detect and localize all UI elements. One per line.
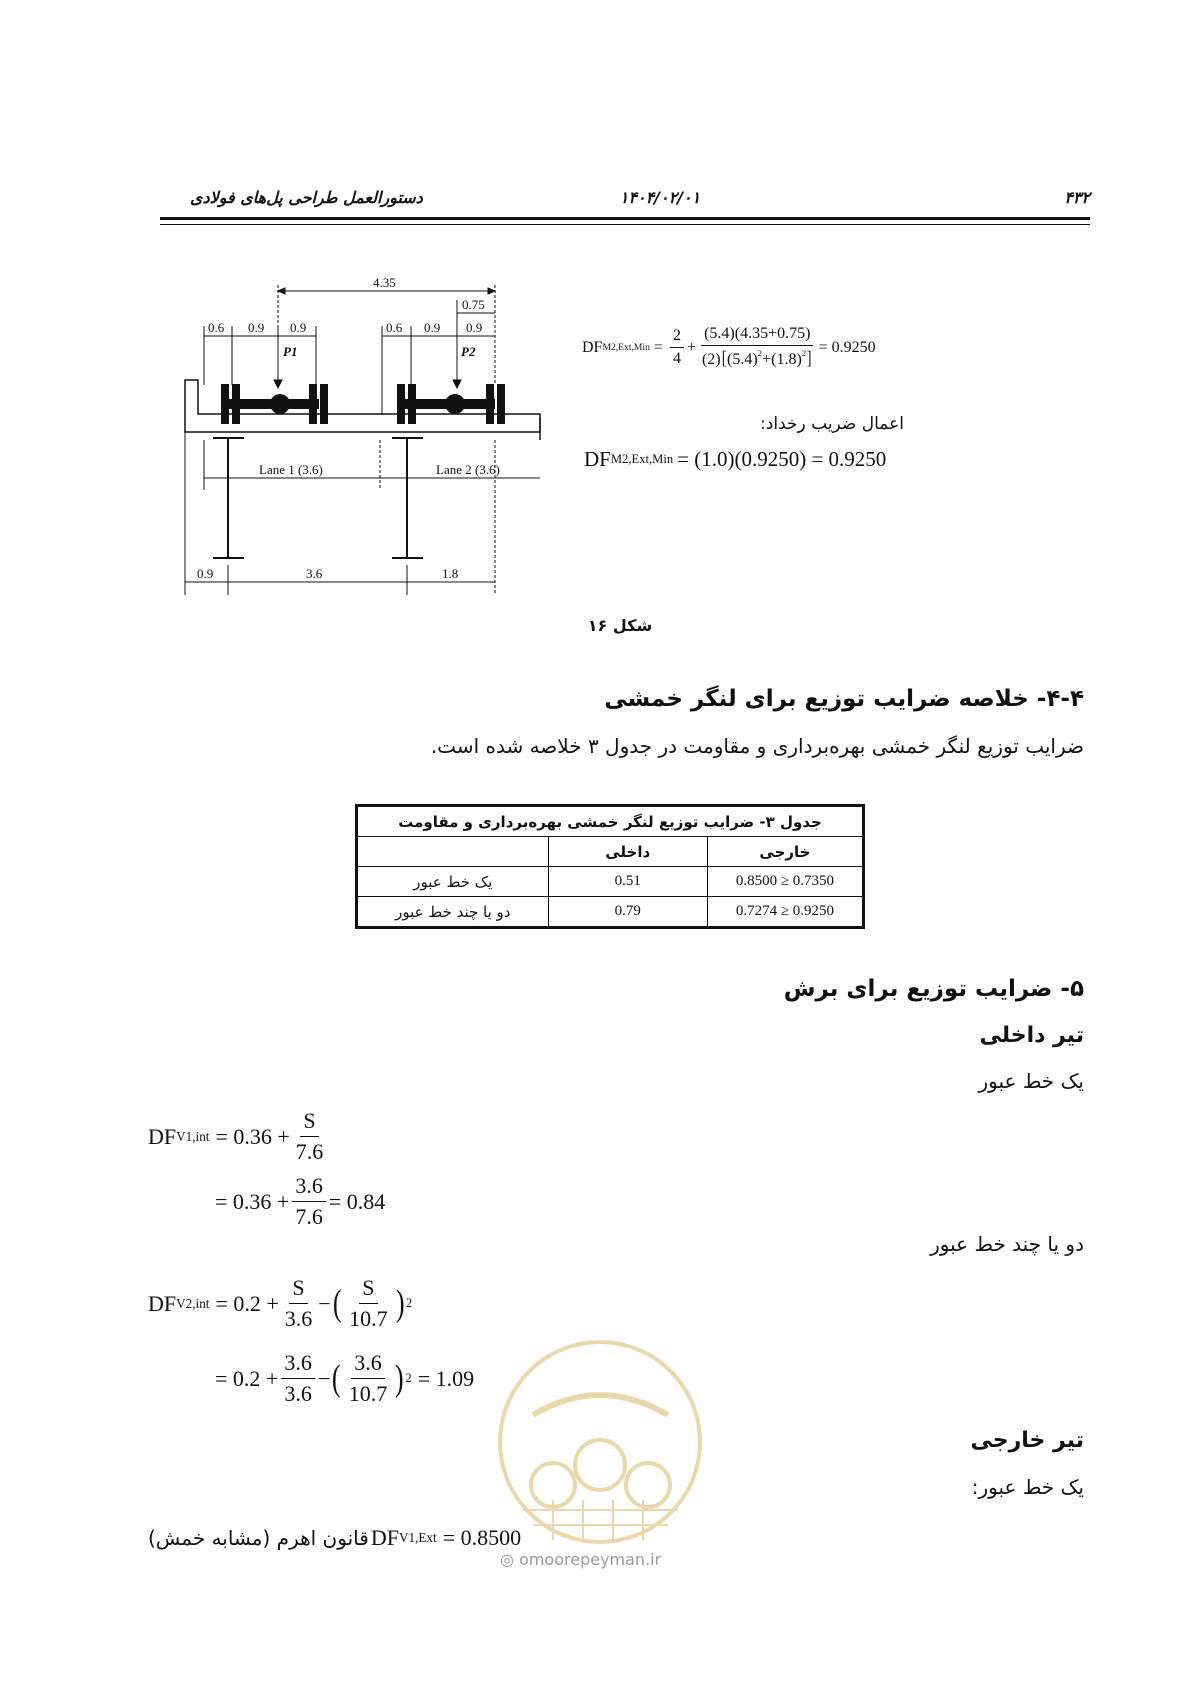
section-4-4-heading: ۴-۴- خلاصه ضرایب توزیع برای لنگر خمشی xyxy=(604,686,1084,712)
row-label: یک خط عبور xyxy=(357,867,549,897)
table-3 xyxy=(355,804,865,929)
dim-label: 1.8 xyxy=(442,566,459,581)
lever-rule-text: قانون اهرم (مشابه خمش) xyxy=(148,1526,369,1550)
interior-girder-heading: تیر داخلی xyxy=(979,1023,1084,1048)
page-number: ۴۳۲ xyxy=(1064,188,1090,207)
cell-exterior: 0.7274 ≥ 0.9250 xyxy=(707,897,863,928)
figure-caption: شکل ۱۶ xyxy=(587,616,653,635)
equation-df-v2-int-value: = 0.2 + $\frac{3.6}{3.6}$ − ( $\frac{3.6}{10.7}$ ) 2 = 1.09 xyxy=(215,1350,475,1406)
equation-df-v2-int: DF V2,int = 0.2 + $\frac{S}{3.6}$ − ( $\frac{S}{10.7}$ ) 2 xyxy=(148,1275,413,1331)
one-lane-ext-label: یک خط عبور: xyxy=(971,1475,1084,1499)
header-rule-thin xyxy=(160,224,1090,225)
section-5-heading: ۵- ضرایب توزیع برای برش xyxy=(783,976,1084,1002)
dim-label: 0.6 xyxy=(386,320,403,335)
table-caption: جدول ۳- ضرایب توزیع لنگر خمشی بهره‌برداری و مقاومت xyxy=(357,806,864,837)
header-date: ۱۴۰۴/۰۲/۰۱ xyxy=(619,188,701,207)
watermark-site: ◎ omoorepeyman.ir xyxy=(500,1550,662,1569)
dim-label: 0.6 xyxy=(208,320,225,335)
load-label-p1: P1 xyxy=(283,344,298,359)
section-4-4-text: ضرایب توزیع لنگر خمشی بهره‌برداری و مقاومت در جدول ۳ خلاصه شده است. xyxy=(430,734,1084,758)
watermark-logo xyxy=(493,1335,708,1550)
one-lane-label: یک خط عبور xyxy=(978,1069,1084,1093)
cell-interior: 0.51 xyxy=(548,867,707,897)
cell-interior: 0.79 xyxy=(548,897,707,928)
lane-label-2: Lane 2 (3.6) xyxy=(436,462,500,477)
equation-df-v1-ext-line: قانون اهرم (مشابه خمش) DF V1,Ext = 0.8500 xyxy=(148,1525,522,1550)
dim-label: 0.75 xyxy=(462,297,485,312)
header-title: دستورالعمل طراحی پل‌های فولادی xyxy=(190,188,423,207)
equation-df-m2-factored: DF M2,Ext,Min = (1.0)(0.9250) = 0.9250 xyxy=(584,447,887,471)
table-row xyxy=(357,867,864,897)
table-row xyxy=(357,897,864,928)
dim-label: 0.9 xyxy=(248,320,265,335)
equation-df-m2-ext-min: DF M2,Ext,Min = $\frac{2}{4}$ + $\frac{(5.4)(4.35+0.75)}{(2)[(5.4)^2+(1.8)^2]}$ = 0.9250 xyxy=(582,325,876,369)
cell-exterior: 0.8500 ≥ 0.7350 xyxy=(707,867,863,897)
header-rule-thick xyxy=(160,217,1090,220)
occurrence-factor-note: اعمال ضریب رخداد: xyxy=(760,414,904,434)
row-label: دو یا چند خط عبور xyxy=(357,897,549,928)
dim-label: 0.9 xyxy=(424,320,441,335)
dim-label: 0.9 xyxy=(197,566,214,581)
exterior-girder-heading: تیر خارجی xyxy=(970,1428,1084,1453)
truck-axle-2 xyxy=(397,384,505,424)
two-lanes-label: دو یا چند خط عبور xyxy=(930,1232,1084,1256)
col-header-empty xyxy=(357,837,549,867)
col-header-interior: داخلی xyxy=(548,837,707,867)
load-label-p2: P2 xyxy=(461,344,476,359)
dim-label: 0.9 xyxy=(466,320,483,335)
equation-df-v1-int-value: = 0.36 + $\frac{3.6}{7.6}$ = 0.84 xyxy=(215,1173,386,1229)
lane-label-1: Lane 1 (3.6) xyxy=(259,462,323,477)
col-header-exterior: خارجی xyxy=(707,837,863,867)
dim-label: 4.35 xyxy=(373,275,396,290)
equation-df-v1-int: DF V1,int = 0.36 + $\frac{S}{7.6}$ xyxy=(148,1108,324,1164)
dim-label: 3.6 xyxy=(306,566,323,581)
dim-label: 0.9 xyxy=(290,320,307,335)
bridge-cross-section-figure xyxy=(170,270,550,600)
truck-axle-1 xyxy=(221,384,328,424)
